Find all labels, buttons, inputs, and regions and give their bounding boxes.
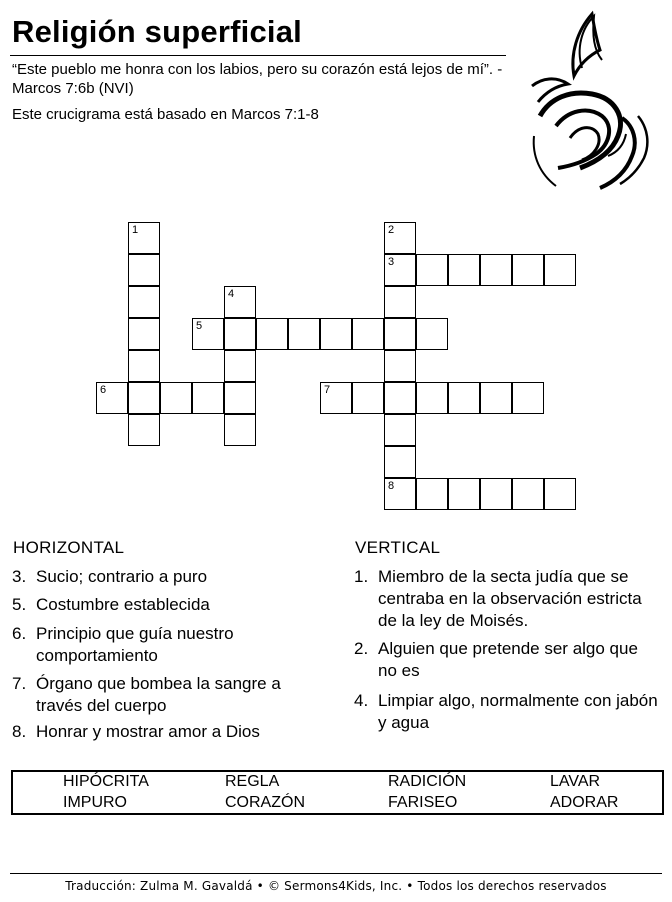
clue-number-label: 1 — [132, 224, 139, 236]
crossword-cell[interactable] — [128, 254, 160, 286]
clue-number-label: 5 — [196, 320, 203, 332]
clue-number: 6. — [12, 624, 27, 643]
vertical-clue-2 — [354, 638, 654, 682]
crossword-cell[interactable] — [256, 318, 288, 350]
clue-number-label: 3 — [388, 256, 395, 268]
crossword-cell[interactable] — [288, 318, 320, 350]
crossword-cell[interactable] — [384, 254, 416, 286]
clue-text: Principio que guía nuestro comportamiento — [36, 624, 234, 665]
clue-number-label: 4 — [228, 288, 235, 300]
vertical-clue-1 — [354, 566, 654, 632]
horizontal-clue-8 — [12, 721, 332, 743]
crossword-cell[interactable] — [192, 382, 224, 414]
crossword-cell[interactable] — [192, 318, 224, 350]
word-bank-item: IMPURO — [63, 794, 127, 811]
crossword-cell[interactable] — [544, 478, 576, 510]
crossword-cell[interactable] — [128, 414, 160, 446]
vertical-clue-4 — [354, 690, 659, 734]
horizontal-clue-3 — [12, 566, 332, 588]
clue-number: 7. — [12, 674, 27, 693]
crossword-cell[interactable] — [224, 382, 256, 414]
page-title: Religión superficial — [12, 14, 302, 49]
crossword-cell[interactable] — [128, 318, 160, 350]
clue-text: Limpiar algo, normalmente con jabón y agua — [378, 691, 658, 732]
word-bank-item: RADICIÓN — [388, 773, 467, 790]
clue-text: Alguien que pretende ser algo que no es — [378, 639, 638, 680]
horizontal-clue-5 — [12, 594, 332, 616]
bible-quote: “Este pueblo me honra con los labios, pero su corazón está lejos de mí”. - Marcos 7:6b (NVI) — [12, 61, 503, 97]
crossword-cell[interactable] — [224, 286, 256, 318]
crossword-cell[interactable] — [352, 318, 384, 350]
word-bank-item: HIPÓCRITA — [63, 773, 149, 790]
crossword-cell[interactable] — [480, 382, 512, 414]
horizontal-clue-6 — [12, 623, 287, 667]
clue-number: 1. — [354, 567, 369, 586]
word-bank-item: ADORAR — [550, 794, 619, 811]
clue-number: 3. — [12, 567, 27, 586]
crossword-cell[interactable] — [128, 382, 160, 414]
crossword-cell[interactable] — [416, 254, 448, 286]
crossword-cell[interactable] — [160, 382, 192, 414]
crossword-cell[interactable] — [448, 254, 480, 286]
clue-number-label: 7 — [324, 384, 331, 396]
crossword-cell[interactable] — [224, 318, 256, 350]
crossword-cell[interactable] — [320, 318, 352, 350]
word-bank-item: FARISEO — [388, 794, 458, 811]
crossword-cell[interactable] — [416, 318, 448, 350]
word-bank-item: LAVAR — [550, 773, 601, 790]
clue-text: Costumbre establecida — [36, 595, 210, 614]
clue-number: 5. — [12, 595, 27, 614]
crossword-cell[interactable] — [512, 382, 544, 414]
crossword-cell[interactable] — [544, 254, 576, 286]
clue-number-label: 2 — [388, 224, 395, 236]
clue-text: Honrar y mostrar amor a Dios — [36, 722, 260, 741]
scripture-basis: Este crucigrama está basado en Marcos 7:1-8 — [12, 106, 319, 123]
horizontal-clue-7 — [12, 673, 327, 717]
word-bank — [11, 770, 664, 815]
crossword-cell[interactable] — [512, 254, 544, 286]
crossword-cell[interactable] — [416, 382, 448, 414]
crossword-cell[interactable] — [352, 382, 384, 414]
crossword-cell[interactable] — [416, 478, 448, 510]
crossword-cell[interactable] — [480, 254, 512, 286]
clue-text: Órgano que bombea la sangre a través del cuerpo — [36, 674, 281, 715]
crossword-cell[interactable] — [96, 382, 128, 414]
crossword-cell[interactable] — [384, 318, 416, 350]
crossword-cell[interactable] — [384, 382, 416, 414]
crossword-cell[interactable] — [448, 478, 480, 510]
crossword-cell[interactable] — [512, 478, 544, 510]
crossword-cell[interactable] — [384, 222, 416, 254]
crossword-cell[interactable] — [384, 478, 416, 510]
clue-number-label: 6 — [100, 384, 107, 396]
crossword-cell[interactable] — [224, 350, 256, 382]
vertical-heading: VERTICAL — [355, 538, 441, 557]
clue-number: 4. — [354, 691, 369, 710]
crossword-cell[interactable] — [320, 382, 352, 414]
crossword-cell[interactable] — [128, 222, 160, 254]
crossword-cell[interactable] — [448, 382, 480, 414]
crossword-cell[interactable] — [480, 478, 512, 510]
crossword-cell[interactable] — [384, 286, 416, 318]
crossword-cell[interactable] — [384, 446, 416, 478]
clue-number: 8. — [12, 722, 27, 741]
footer-credits: Traducción: Zulma M. Gavaldá • © Sermons4Kids, Inc. • Todos los derechos reservados — [65, 879, 607, 893]
word-bank-item: REGLA — [225, 773, 280, 790]
crossword-cell[interactable] — [128, 350, 160, 382]
footer-divider — [10, 873, 662, 874]
crossword-cell[interactable] — [224, 414, 256, 446]
crossword-cell[interactable] — [384, 350, 416, 382]
clue-number: 2. — [354, 639, 369, 658]
clue-text: Miembro de la secta judía que se centraba en la observación estricta de la ley de Moisés. — [378, 567, 642, 630]
horizontal-heading: HORIZONTAL — [13, 538, 125, 557]
clue-text: Sucio; contrario a puro — [36, 567, 208, 586]
crossword-cell[interactable] — [128, 286, 160, 318]
crossword-cell[interactable] — [384, 414, 416, 446]
word-bank-item: CORAZÓN — [225, 794, 305, 811]
clue-number-label: 8 — [388, 480, 395, 492]
